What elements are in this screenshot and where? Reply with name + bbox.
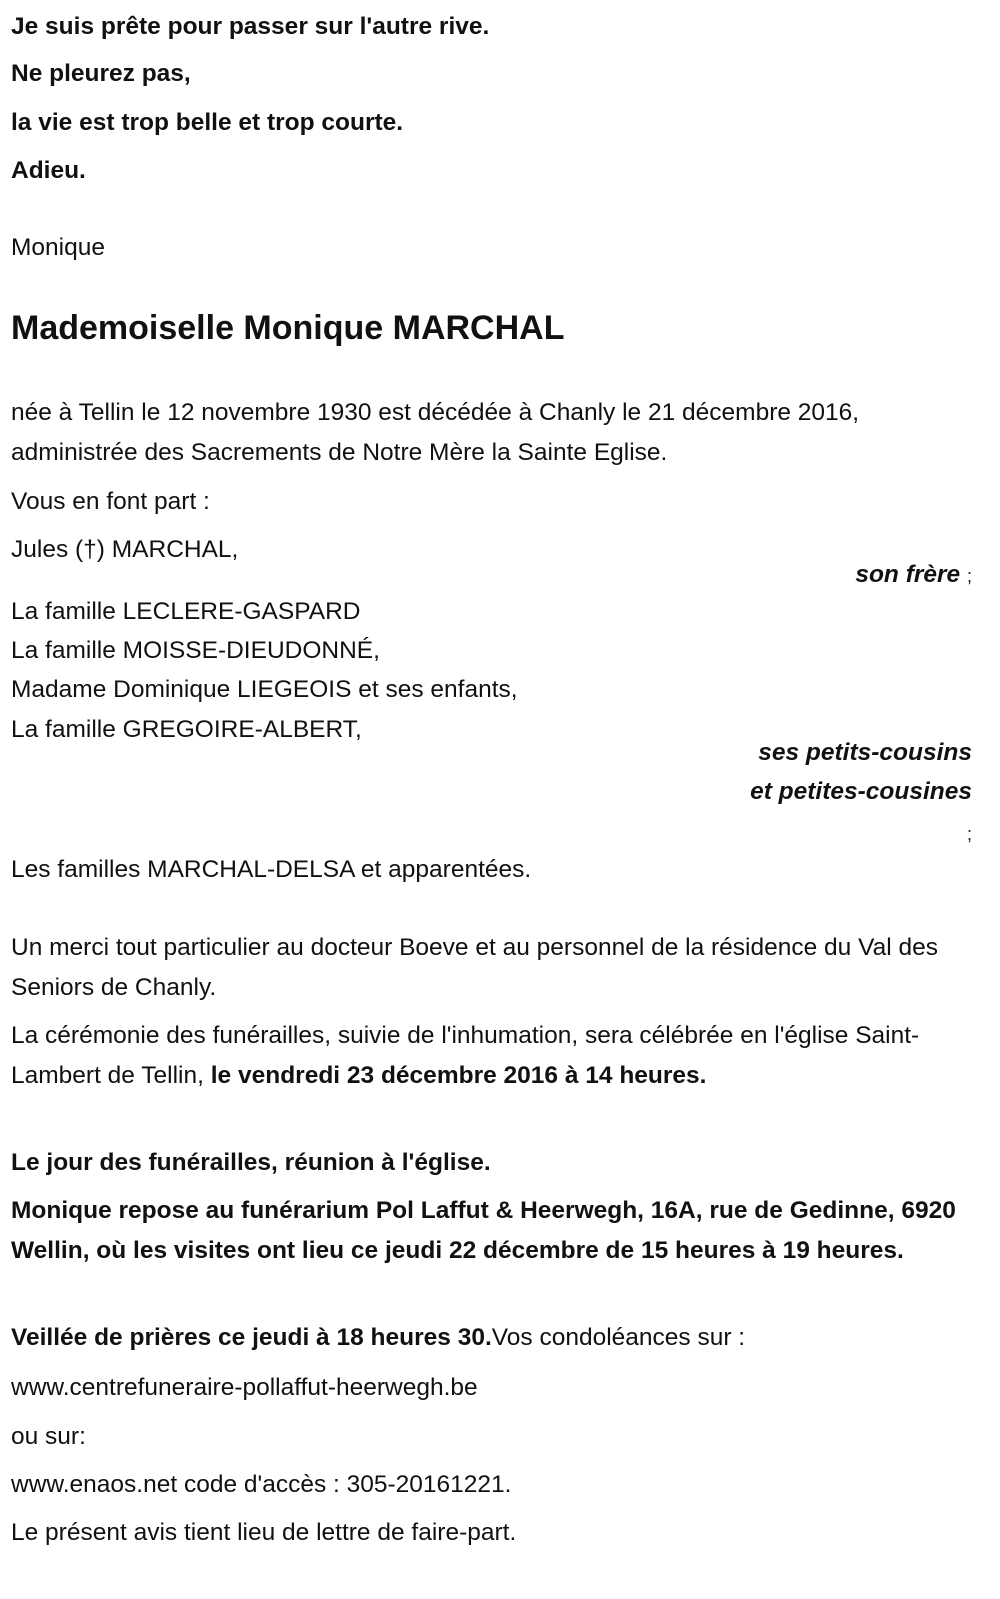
closing: Le présent avis tient lieu de lettre de faire-part. <box>11 1519 517 1546</box>
enaos-link[interactable]: www.enaos.net code d'accès : 305-20161221. <box>11 1471 512 1498</box>
condolences-label: Vos condoléances sur : <box>491 1324 746 1351</box>
meeting: Le jour des funérailles, réunion à l'église. <box>11 1149 491 1176</box>
page-title: Mademoiselle Monique MARCHAL <box>11 309 565 347</box>
poem-line: Je suis prête pour passer sur l'autre rive. <box>11 13 490 40</box>
separator: ; <box>966 566 972 586</box>
poem-line: Adieu. <box>11 157 86 184</box>
ceremony-date: le vendredi 23 décembre 2016 à 14 heures. <box>210 1061 707 1089</box>
family-item: La famille LECLERE-GASPARD <box>11 598 361 625</box>
poem-line: Ne pleurez pas, <box>11 60 191 87</box>
vigil-time: Veillée de prières ce jeudi à 18 heures 30. <box>11 1324 492 1351</box>
separator: ; <box>966 824 972 844</box>
vigil <box>11 1318 745 1358</box>
cousins-relation: et petites-cousines <box>750 778 972 805</box>
intro-paragraph: née à Tellin le 12 novembre 1930 est décédée à Chanly le 21 décembre 2016, administrée des Sacrements de Notre Mère la Sainte Eglise. <box>11 399 860 466</box>
related-families: Les familles MARCHAL-DELSA et apparentées. <box>11 856 532 883</box>
ceremony-paragraph <box>11 1016 976 1095</box>
condolences-link[interactable]: www.centrefuneraire-pollaffut-heerwegh.be <box>11 1374 478 1401</box>
brother-relation <box>855 555 972 596</box>
family-item: La famille MOISSE-DIEUDONNÉ, <box>11 637 380 664</box>
ceremony-text: La cérémonie des funérailles, suivie de l'inhumation, sera célébrée en l'église Saint-Lambert de Tellin, <box>11 1022 920 1089</box>
poem-line: la vie est trop belle et trop courte. <box>11 109 404 136</box>
thanks-paragraph: Un merci tout particulier au docteur Boeve et au personnel de la résidence du Val des Seniors de Chanly. <box>11 934 939 1001</box>
family-item: La famille GREGOIRE-ALBERT, <box>11 716 362 743</box>
announce: Vous en font part : <box>11 488 210 515</box>
signature: Monique <box>11 234 105 261</box>
or-label: ou sur: <box>11 1423 86 1450</box>
family-item: Madame Dominique LIEGEOIS et ses enfants, <box>11 676 518 703</box>
brother-name: Jules (†) MARCHAL, <box>11 536 239 563</box>
rest-paragraph: Monique repose au funérarium Pol Laffut & Heerwegh, 16A, rue de Gedinne, 6920 Wellin, où les visites ont lieu ce jeudi 22 décembre de 15 heures à 19 heures. <box>11 1197 956 1264</box>
cousins-relation: ses petits-cousins <box>758 739 972 766</box>
relation-label: son frère <box>855 561 961 588</box>
